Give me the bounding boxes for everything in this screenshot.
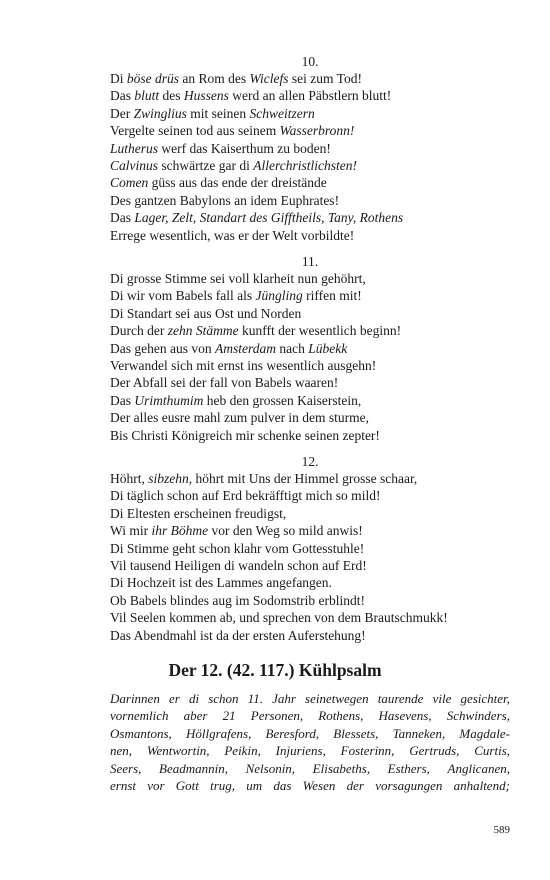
intro-word: Nelsonin, <box>245 760 296 776</box>
verse-text: Di Stimme geht schon klahr vom Gottesstuhle! <box>110 540 365 556</box>
verse-text: Der Abfall sei der fall von Babels waaren! <box>110 375 339 391</box>
verse-line <box>110 409 510 426</box>
verse-text: Ob Babels blindes aug im Sodomstrib erblindt! <box>110 592 365 608</box>
intro-line <box>110 725 510 742</box>
verse-line <box>110 174 510 191</box>
verse-line <box>110 522 510 539</box>
verse-italic-text: Lübekk <box>308 340 348 356</box>
verse-text: höhrt mit Uns der Himmel grosse schaar, <box>192 471 418 486</box>
verse-text: heb den grossen Kaiserstein, <box>203 392 362 408</box>
verse-line <box>110 192 510 209</box>
verse-line <box>110 505 510 522</box>
intro-word: Gott <box>175 777 199 793</box>
intro-word: Beadmannin, <box>159 760 228 776</box>
intro-word: 21 <box>222 708 236 724</box>
intro-word: Anglicanen, <box>447 760 510 776</box>
verse-text: kunfft der wesentlich beginn! <box>238 323 402 339</box>
verse-text: Des gantzen Babylons an idem Euphrates! <box>110 192 340 208</box>
intro-word: Peikin, <box>224 743 261 759</box>
verse-text: vor den Weg so mild anwis! <box>208 523 363 539</box>
verse-text: Vil Seelen kommen ab, und sprechen von dem Brautschmukk! <box>110 610 448 626</box>
intro-line <box>110 777 510 794</box>
stanza-lines <box>110 470 510 644</box>
intro-word: trug, <box>210 777 236 793</box>
intro-word: anhaltend; <box>453 777 510 793</box>
verse-line <box>110 357 510 374</box>
intro-word: schon <box>208 691 239 706</box>
verse-text: Errege wesentlich, was er der Welt vorbildte! <box>110 227 355 243</box>
verse-line <box>110 105 510 122</box>
intro-word: Höllgrafens, <box>185 725 252 741</box>
intro-word: taurende <box>377 691 424 706</box>
verse-text: Vil tausend Heiligen di wandeln schon auf Erd! <box>110 557 367 573</box>
verse-text: Das <box>110 210 135 226</box>
intro-word: Darinnen <box>110 691 160 706</box>
verse-text: mit seinen <box>186 105 250 121</box>
verse-line <box>110 227 510 244</box>
verse-italic-text: Lutherus <box>110 140 159 156</box>
stanza-number: 11. <box>301 254 319 269</box>
verse-line <box>110 592 510 609</box>
verse-italic-text: Hussens <box>183 88 229 104</box>
verse-text: Das Abendmahl ist da der ersten Auferstehung! <box>110 627 366 643</box>
verse-text: Di Hochzeit ist des Lammes angefangen. <box>110 575 332 591</box>
verse-italic-text: Allerchristlichsten! <box>253 157 357 173</box>
verse-line <box>110 157 510 174</box>
verse-text: Das <box>110 88 135 104</box>
verse-text: Di wir vom Babels fall als <box>110 288 256 304</box>
verse-line <box>110 627 510 644</box>
intro-word: nen, <box>110 743 133 759</box>
verse-text: Wi mir <box>110 523 152 539</box>
intro-word: Hasevens, <box>378 708 432 724</box>
verse-italic-text: Calvinus <box>110 157 159 173</box>
verse-text: des <box>159 88 184 104</box>
verse-text: riffen mit! <box>302 288 362 304</box>
verse-italic-text: Wasserbronn! <box>279 123 355 139</box>
verse-italic-text: zehn Stämme <box>167 323 239 339</box>
intro-line <box>110 742 510 759</box>
verse-line <box>110 270 510 287</box>
verse-text: Di Eltesten erscheinen freudigst, <box>110 505 287 521</box>
verse-text: Di <box>110 71 127 86</box>
verse-text: Höhrt, <box>110 471 149 486</box>
verse-text: nach <box>275 340 309 356</box>
intro-word: aber <box>183 708 208 724</box>
verse-text: Verwandel sich mit ernst ins wesentlich ausgehn! <box>110 357 377 373</box>
stanza-lines <box>110 270 510 444</box>
intro-word: Blessets, <box>333 725 379 741</box>
verse-line <box>110 287 510 304</box>
verse-text: Das <box>110 392 135 408</box>
verse-text: werf das Kaiserthum zu boden! <box>158 140 331 156</box>
stanza-10 <box>110 53 510 244</box>
intro-word: vile <box>432 691 452 706</box>
verse-italic-text: Schweitzern <box>249 105 315 121</box>
verse-line <box>110 427 510 444</box>
intro-word: ernst <box>110 777 136 793</box>
intro-word: Tanneken, <box>392 725 446 741</box>
verse-italic-text: ihr Böhme <box>151 523 209 539</box>
intro-word: Wesen <box>302 777 336 793</box>
verse-line <box>110 122 510 139</box>
intro-word: Fosterinn, <box>340 743 395 759</box>
intro-word: Osmantons, <box>110 725 172 741</box>
intro-word: Beresford, <box>265 725 320 741</box>
verse-line <box>110 340 510 357</box>
verse-italic-text: Comen <box>110 175 149 191</box>
verse-italic-text: Zwinglius <box>133 105 187 121</box>
intro-word: Personen, <box>250 708 304 724</box>
verse-italic-text: Amsterdam <box>214 340 276 356</box>
intro-word: seinetwegen <box>305 691 369 706</box>
intro-word: Elisabeths, <box>312 760 371 776</box>
intro-line <box>110 707 510 724</box>
verse-line <box>110 374 510 391</box>
intro-word: Esthers, <box>387 760 430 776</box>
verse-line <box>110 609 510 626</box>
stanza-12 <box>110 453 510 644</box>
intro-word: er <box>168 691 180 706</box>
stanza-11 <box>110 253 510 444</box>
verse-text: Das gehen aus von <box>110 340 215 356</box>
verse-line <box>110 70 510 87</box>
intro-word: um <box>246 777 263 793</box>
verse-line <box>110 557 510 574</box>
intro-word: Rothens, <box>318 708 364 724</box>
intro-word: vor <box>147 777 165 793</box>
verse-line <box>110 209 510 226</box>
psalm-intro <box>110 690 510 794</box>
verse-italic-text: Urimthumim <box>134 392 204 408</box>
intro-word: Curtis, <box>474 743 510 759</box>
verse-italic-text: blutt <box>134 88 160 104</box>
intro-word: vorsagungen <box>375 777 443 793</box>
intro-word: das <box>273 777 292 793</box>
verse-line <box>110 487 510 504</box>
verse-line <box>110 140 510 157</box>
verse-line <box>110 392 510 409</box>
intro-word: 11. <box>247 691 263 706</box>
stanza-number: 10. <box>301 54 319 69</box>
intro-word: Seers, <box>110 760 142 776</box>
intro-word: di <box>188 691 200 706</box>
verse-text: Di Standart sei aus Ost und Norden <box>110 305 302 321</box>
intro-line <box>110 690 510 707</box>
verse-text: Di täglich schon auf Erd bekräfftigt mich so mild! <box>110 488 381 504</box>
verse-line <box>110 470 510 487</box>
intro-word: vornemlich <box>110 708 169 724</box>
verse-italic-text: Jüngling <box>255 288 303 304</box>
verse-italic-text: sibzehn, <box>148 471 193 486</box>
intro-word: Injuriens, <box>275 743 326 759</box>
verse-text: schwärtze gar di <box>158 157 254 173</box>
psalm-heading: Der 12. (42. 117.) Kühlpsalm <box>168 660 382 680</box>
verse-text: Bis Christi Königreich mir schenke seinen zepter! <box>110 427 380 443</box>
intro-word: gesichter, <box>460 691 510 706</box>
verse-italic-text: Wiclefs <box>249 71 289 86</box>
verse-italic-text: böse drüs <box>126 71 180 86</box>
verse-text: Der alles eusre mahl zum pulver in dem sturme, <box>110 410 370 426</box>
verse-line <box>110 540 510 557</box>
intro-word: Magdale- <box>459 725 510 741</box>
verse-line <box>110 574 510 591</box>
intro-word: Jahr <box>272 691 296 706</box>
verse-text: Der <box>110 105 134 121</box>
stanza-lines <box>110 70 510 244</box>
verse-line <box>110 322 510 339</box>
verse-text: Vergelte seinen tod aus seinem <box>110 123 280 139</box>
intro-word: der <box>346 777 364 793</box>
verse-line <box>110 305 510 322</box>
stanza-number: 12. <box>301 454 319 469</box>
verse-italic-text: Lager, Zelt, Standart des Gifftheils, Tany, Rothens <box>134 210 404 226</box>
intro-word: Gertruds, <box>409 743 460 759</box>
verse-text: Durch der <box>110 323 168 339</box>
verse-text: güss aus das ende der dreistände <box>148 175 327 191</box>
verse-text: werd an allen Päbstlern blutt! <box>228 88 392 104</box>
verse-line <box>110 87 510 104</box>
page-number: 589 <box>493 824 510 836</box>
verse-text: an Rom des <box>179 71 250 86</box>
intro-word: Schwinders, <box>446 708 510 724</box>
intro-line <box>110 760 510 777</box>
verse-text: Di grosse Stimme sei voll klarheit nun gehöhrt, <box>110 271 366 286</box>
verse-text: sei zum Tod! <box>288 71 362 86</box>
intro-word: Wentwortin, <box>146 743 210 759</box>
